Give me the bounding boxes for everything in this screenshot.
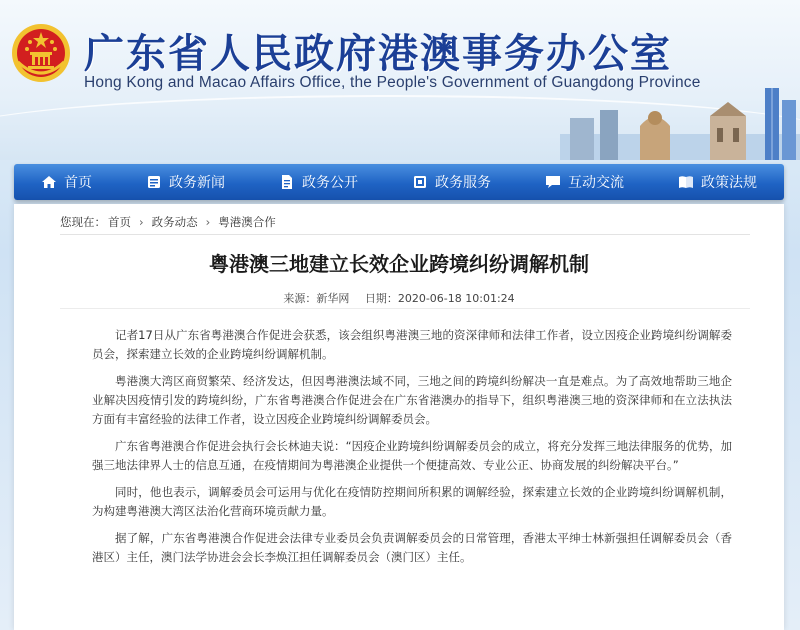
site-title-cn: 广东省人民政府港澳事务办公室 [84, 31, 672, 77]
document-icon [279, 174, 295, 190]
article-paragraph: 广东省粤港澳合作促进会执行会长林迪夫说：“因疫企业跨境纠纷调解委员会的成立，将充分发挥三地法律服务的优势，加强三地法律界人士的信息互通，在疫情期间为粤港澳企业提供一个便捷高效、专业公正、协商发展的纠纷解决平台。” [92, 439, 732, 472]
article-date: 日期：2020-06-18 10:01:24 [364, 292, 515, 305]
article-source: 来源：新华网 [283, 292, 350, 305]
nav-item-news[interactable] [140, 172, 231, 192]
nav-item-policy[interactable] [672, 172, 763, 192]
nav-item-label: 互动交流 [568, 175, 624, 191]
skyline-illustration [560, 88, 800, 160]
site-header [0, 0, 800, 160]
breadcrumb [60, 214, 276, 230]
main-nav [14, 164, 784, 200]
article-paragraph: 粤港澳大湾区商贸繁荣、经济发达，但因粤港澳法域不同，三地之间的跨境纠纷解决一直是难点。为了高效地帮助三地企业解决因疫情引发的跨境纠纷，广东省粤港澳合作促进会在广东省港澳办的指导下，组织粤港澳三地的资深律师和在立法执法方面有丰富经验的法律工作者，设立因疫企业跨境纠纷调解委员会。 [92, 374, 732, 426]
article-paragraph: 记者17日从广东省粤港澳合作促进会获悉，该会组织粤港澳三地的资深律师和法律工作者，设立因疫企业跨境纠纷调解委员会，探索建立长效的企业跨境纠纷调解机制。 [92, 328, 732, 361]
nav-item-label: 首页 [64, 175, 92, 191]
breadcrumb-news[interactable]: 政务动态 [151, 215, 198, 229]
service-icon [412, 174, 428, 190]
nav-item-home[interactable] [35, 172, 98, 192]
article-card [14, 204, 784, 630]
article-paragraph: 据了解，广东省粤港澳合作促进会法律专业委员会负责调解委员会的日常管理，香港太平绅士林新强担任调解委员会（香港区）主任，澳门法学协进会会长李焕江担任调解委员会（澳门区）主任。 [92, 531, 732, 564]
nav-item-label: 政务公开 [302, 175, 358, 191]
site-title-en: Hong Kong and Macao Affairs Office, the People's Government of Guangdong Province [84, 74, 701, 91]
nav-item-label: 政务服务 [435, 175, 491, 191]
breadcrumb-home[interactable]: 首页 [108, 215, 131, 229]
breadcrumb-separator: › [205, 215, 211, 229]
meta-divider [60, 308, 750, 309]
nav-item-services[interactable] [406, 172, 497, 192]
breadcrumb-separator: › [139, 215, 144, 229]
breadcrumb-divider [60, 234, 750, 235]
national-emblem-icon [10, 22, 72, 84]
breadcrumb-prefix: 您现在： [60, 215, 106, 229]
home-icon [41, 174, 57, 190]
book-icon [678, 174, 694, 190]
article-title: 粤港澳三地建立长效企业跨境纠纷调解机制 [209, 252, 589, 276]
breadcrumb-cooperation[interactable]: 粤港澳合作 [218, 215, 276, 229]
article-meta [14, 290, 784, 306]
chat-icon [545, 174, 561, 190]
nav-item-open-government[interactable] [273, 172, 364, 192]
article-body [92, 326, 732, 575]
news-icon [146, 174, 162, 190]
nav-item-interaction[interactable] [539, 172, 630, 192]
nav-item-label: 政务新闻 [169, 175, 225, 191]
article-paragraph: 同时，他也表示，调解委员会可运用与优化在疫情防控期间所积累的调解经验，探索建立长效的企业跨境纠纷调解机制，为构建粤港澳大湾区法治化营商环境贡献力量。 [92, 485, 732, 518]
nav-item-label: 政策法规 [701, 175, 757, 191]
